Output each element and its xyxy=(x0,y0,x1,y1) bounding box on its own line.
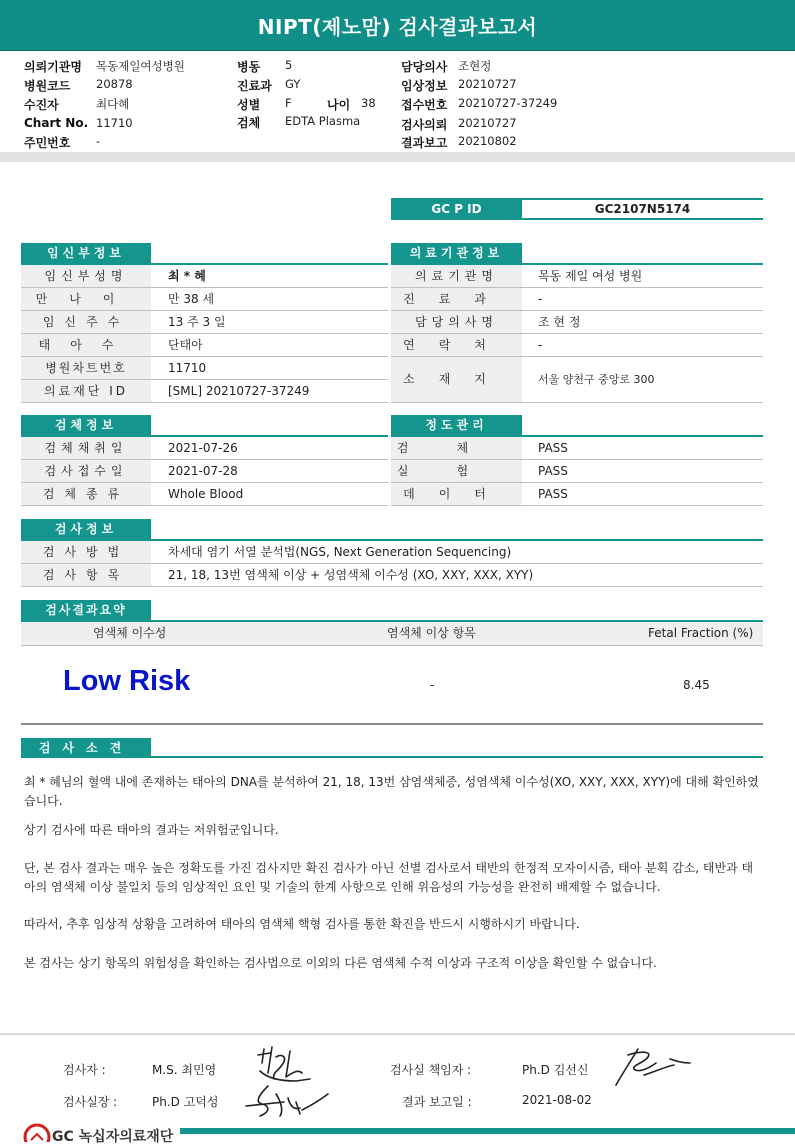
row-label: 연락처 xyxy=(391,334,522,356)
row-label: 병원차트번호 xyxy=(21,357,151,379)
row-value: - xyxy=(538,292,543,306)
header-label: 주민번호 xyxy=(24,136,71,150)
header-value: GY xyxy=(285,77,301,91)
header-label: 진료과 xyxy=(237,79,272,93)
report-title: NIPT(제노맘) 검사결과보고서 xyxy=(257,15,538,39)
header-label: 검사의뢰 xyxy=(401,118,448,132)
row-label: 소재지 xyxy=(391,357,522,402)
row-label: 검사방법 xyxy=(21,541,151,563)
row-label: 의료기관명 xyxy=(391,265,522,287)
row-value: PASS xyxy=(538,441,568,455)
header-label: 결과보고 xyxy=(401,136,448,150)
result-low-risk: Low Risk xyxy=(63,665,191,697)
header-value: 20210802 xyxy=(458,134,517,148)
row-label: 태아수 xyxy=(21,334,151,356)
header-label: 접수번호 xyxy=(401,98,448,112)
responsible-name: Ph.D 김선신 xyxy=(522,1063,589,1077)
header-value: 20210727 xyxy=(458,116,517,130)
chief-signature xyxy=(240,1080,332,1120)
row-value: 만 38 세 xyxy=(168,292,215,306)
header-label: 수진자 xyxy=(24,98,59,112)
tester-label: 검사자 : xyxy=(63,1063,106,1077)
header-label: 성별 xyxy=(237,98,261,112)
chief-label: 검사실장 : xyxy=(63,1095,118,1109)
finding-paragraph-2: 상기 검사에 따른 태아의 결과는 저위험군입니다. xyxy=(24,823,279,837)
gcpid-value: GC2107N5174 xyxy=(522,198,763,220)
row-value: 목동 제일 여성 병원 xyxy=(538,269,643,283)
row-label: 검사접수일 xyxy=(21,460,151,482)
section-institution-title: 의료기관정보 xyxy=(391,243,522,263)
row-label: 담당의사명 xyxy=(391,311,522,333)
row-label: 검사항목 xyxy=(21,564,151,586)
signature-divider xyxy=(0,1033,795,1035)
responsible-signature xyxy=(608,1045,694,1089)
header-value: 조현정 xyxy=(458,59,492,73)
report-date-value: 2021-08-02 xyxy=(522,1093,592,1107)
header-label: Chart No. xyxy=(24,116,89,130)
row-label: 실험 xyxy=(391,460,522,482)
row-value: 21, 18, 13번 염색체 이상 + 성염색체 이수성 (XO, XXY, XXX, XYY) xyxy=(168,568,534,582)
row-label: 검체종류 xyxy=(21,483,151,505)
responsible-label: 검사실 책임자 : xyxy=(390,1063,472,1077)
finding-paragraph-3: 단, 본 검사 결과는 매우 높은 정확도를 가진 검사지만 확진 검사가 아닌 선별 검사로서 태반의 한정적 모자이시즘, 태아 분획 감소, 태반과 태아의 염색체 이상 불일치 등의 임상적인 요인 및 기술의 한계 사항으로 인해 위음성의 가능성을 완전히 배제할 수 없습니다. xyxy=(24,861,754,894)
row-value: - xyxy=(538,338,543,352)
header-label: 병원코드 xyxy=(24,79,71,93)
row-value: 조 현 정 xyxy=(538,315,581,329)
age-value: 38 xyxy=(361,96,376,110)
row-value: PASS xyxy=(538,464,568,478)
section-test-title: 검사정보 xyxy=(21,519,151,539)
row-label: 의료재단 ID xyxy=(21,380,151,402)
row-value: 11710 xyxy=(168,361,207,375)
row-value: 2021-07-26 xyxy=(168,441,238,455)
header-label: 병동 xyxy=(237,60,261,74)
header-value: 목동제일여성병원 xyxy=(96,59,185,73)
header-label: 의뢰기관명 xyxy=(24,60,82,74)
row-value: 차세대 염기 서열 분석법(NGS, Next Generation Sequencing) xyxy=(168,545,512,559)
section-qc-title: 정도관리 xyxy=(391,415,522,435)
header-label: 담당의사 xyxy=(401,60,448,74)
section-findings-title: 검사소견 xyxy=(21,738,151,758)
age-label: 나이 xyxy=(327,98,351,112)
summary-fetal-fraction: 8.45 xyxy=(683,678,710,692)
header-value: 최다혜 xyxy=(96,97,130,111)
finding-paragraph-4: 따라서, 추후 임상적 상황을 고려하여 태아의 염색체 핵형 검사를 통한 확진을 반드시 시행하시기 바랍니다. xyxy=(24,917,580,931)
summary-abnormal-value: - xyxy=(430,678,435,692)
header-value: 5 xyxy=(285,58,293,72)
row-value: 2021-07-28 xyxy=(168,464,238,478)
header-value: 20210727 xyxy=(458,77,517,91)
section-summary-title: 검사결과요약 xyxy=(21,600,151,620)
row-label: 검체 xyxy=(391,437,522,459)
tester-name: M.S. 최민영 xyxy=(152,1063,217,1077)
header-value: 20878 xyxy=(96,77,133,91)
row-value: 단태아 xyxy=(168,338,203,352)
section-pregnant-title: 임신부정보 xyxy=(21,243,151,263)
row-label: 검체채취일 xyxy=(21,437,151,459)
row-label: 임신부성명 xyxy=(21,265,151,287)
footer-logo-text: GC 녹십자의료재단 xyxy=(52,1129,174,1145)
summary-col2-header: 염색체 이상 항목 xyxy=(387,626,476,640)
finding-paragraph-5: 본 검사는 상기 항목의 위험성을 확인하는 검사법으로 이외의 다른 염색체 수적 이상과 구조적 이상을 확인할 수 없습니다. xyxy=(24,956,657,970)
header-value: 20210727-37249 xyxy=(458,96,558,110)
row-value: Whole Blood xyxy=(168,487,244,501)
header-value: EDTA Plasma xyxy=(285,114,361,128)
row-label: 임신주수 xyxy=(21,311,151,333)
header-label: 검체 xyxy=(237,116,261,130)
row-value: 13 주 3 일 xyxy=(168,315,226,329)
finding-paragraph-1: 최 * 혜님의 혈액 내에 존재하는 태아의 DNA를 분석하여 21, 18, 13번 삼염색체증, 성염색체 이수성(XO, XXY, XXX, XYY)에 대해 확인하였습니다. xyxy=(24,775,759,808)
section-specimen-title: 검체정보 xyxy=(21,415,151,435)
header-divider xyxy=(0,152,795,162)
row-value: [SML] 20210727-37249 xyxy=(168,384,310,398)
header-value: F xyxy=(285,96,292,110)
header-label: 임상정보 xyxy=(401,79,448,93)
header-value: - xyxy=(96,134,101,148)
summary-col3-header: Fetal Fraction (%) xyxy=(648,626,754,640)
summary-col1-header: 염색체 이수성 xyxy=(93,626,167,640)
header-value: 11710 xyxy=(96,116,133,130)
row-label: 진료과 xyxy=(391,288,522,310)
summary-bottom-line xyxy=(21,723,763,725)
row-value: PASS xyxy=(538,487,568,501)
chief-name: Ph.D 고덕성 xyxy=(152,1095,219,1109)
row-label: 데이터 xyxy=(391,483,522,505)
gc-logo-icon xyxy=(22,1122,52,1142)
row-value: 서울 양천구 중앙로 300 xyxy=(538,373,655,386)
row-label: 만나이 xyxy=(21,288,151,310)
row-value: 최 * 혜 xyxy=(168,269,206,283)
summary-header-row xyxy=(21,622,763,646)
header-info xyxy=(0,50,795,164)
report-date-label: 결과 보고일 : xyxy=(402,1095,472,1109)
section-line xyxy=(21,756,763,758)
footer-bar xyxy=(180,1128,795,1134)
gcpid-label: GC P ID xyxy=(391,198,522,220)
